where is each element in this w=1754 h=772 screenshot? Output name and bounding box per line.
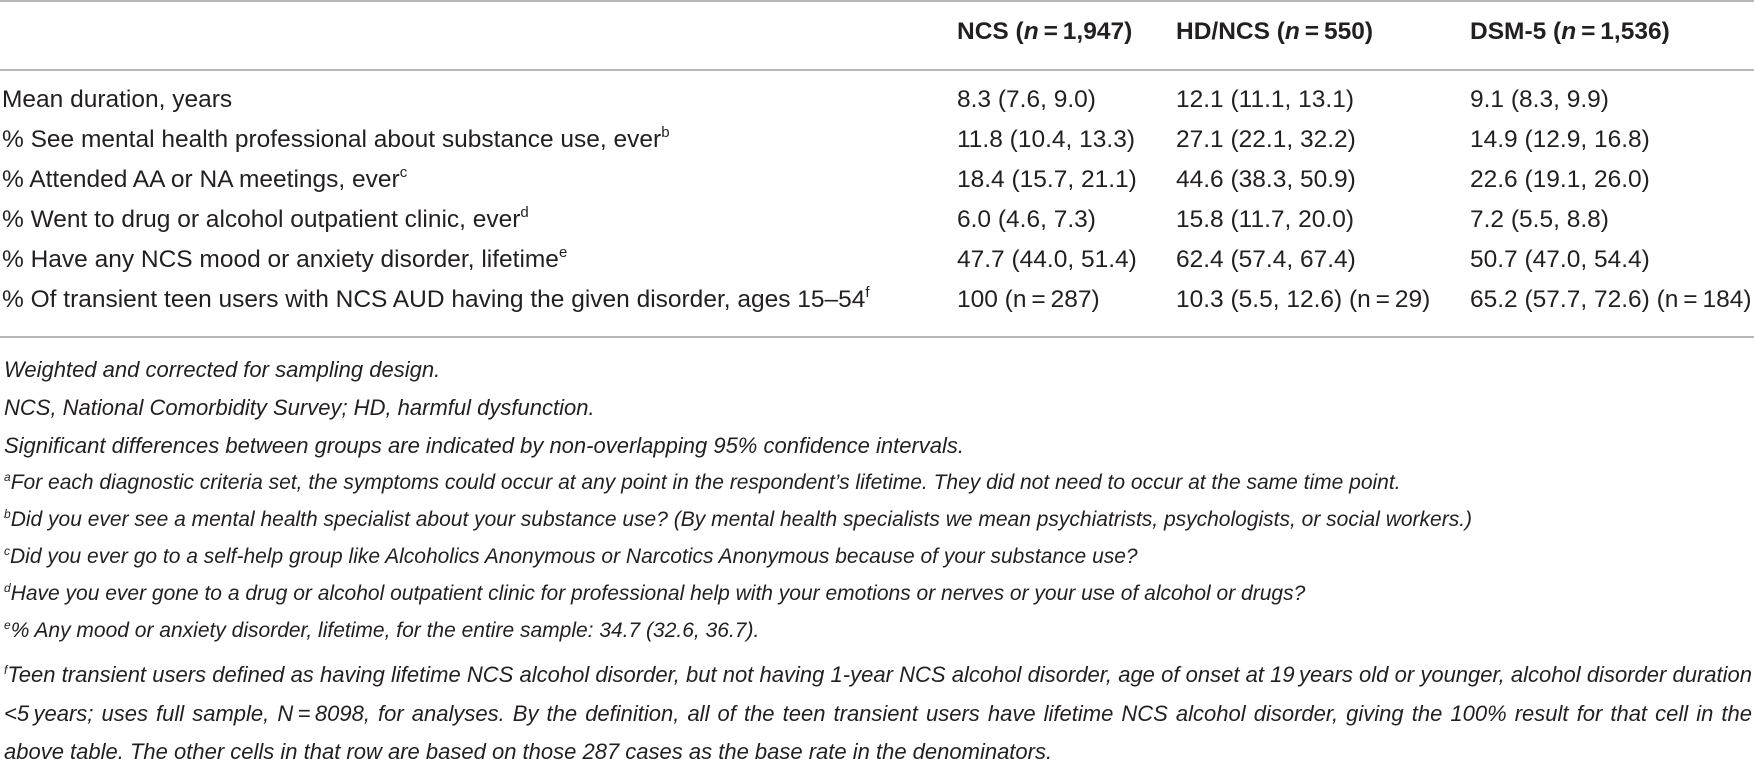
table-row (0, 286, 1754, 326)
cell-hd-ncs: 27.1 (22.1, 32.2) (1176, 126, 1356, 153)
footnote-marker: c (399, 164, 408, 181)
row-label: % Attended AA or NA meetings, ever$^c$ (2, 164, 408, 193)
cell-hd-ncs: 10.3 (5.5, 12.6) (n = 29) (1176, 286, 1431, 313)
column-header-ncs: NCS (n = 1,947) (957, 18, 1133, 45)
cell-ncs: 11.8 (10.4, 13.3) (957, 126, 1135, 153)
cell-ncs: 47.7 (44.0, 51.4) (957, 246, 1137, 273)
cell-dsm5: 50.7 (47.0, 54.4) (1470, 246, 1650, 273)
top-rule (0, 0, 1754, 2)
cell-dsm5: 22.6 (19.1, 26.0) (1470, 166, 1650, 193)
cell-dsm5: 9.1 (8.3, 9.9) (1470, 86, 1609, 113)
column-header-dsm5: DSM-5 (n = 1,536) (1470, 18, 1670, 45)
footnote-b: $^b$Did you ever see a mental health specialist about your substance use? (By mental health specialists we mean psychiatrists, psychologists, or social workers.) (4, 507, 1473, 531)
note-weighted: Weighted and corrected for sampling design. (4, 357, 441, 382)
table-row (0, 206, 1754, 246)
footnote-marker: e (558, 244, 568, 261)
footnote-d: $^d$Have you ever gone to a drug or alcohol outpatient clinic for professional help with your emotions or nerves or your use of alcohol or drugs? (4, 581, 1306, 605)
footnote-c: $^c$Did you ever go to a self-help group like Alcoholics Anonymous or Narcotics Anonymous because of your substance use? (4, 544, 1138, 568)
footnote-marker: d (520, 204, 529, 221)
cell-hd-ncs: 12.1 (11.1, 13.1) (1176, 86, 1354, 113)
note-abbreviations: NCS, National Comorbidity Survey; HD, harmful dysfunction. (4, 395, 595, 420)
row-label: % Have any NCS mood or anxiety disorder, lifetime$^e$ (2, 244, 568, 273)
row-label: % See mental health professional about substance use, ever$^b$ (2, 124, 670, 153)
table-row (0, 166, 1754, 206)
cell-ncs: 6.0 (4.6, 7.3) (957, 206, 1096, 233)
row-label: % Went to drug or alcohol outpatient clinic, ever$^d$ (2, 204, 529, 233)
cell-dsm5: 14.9 (12.9, 16.8) (1470, 126, 1650, 153)
row-label: Mean duration, years (2, 86, 233, 113)
cell-hd-ncs: 15.8 (11.7, 20.0) (1176, 206, 1354, 233)
footnote-marker: b (661, 124, 670, 141)
cell-dsm5: 7.2 (5.5, 8.8) (1470, 206, 1609, 233)
bottom-rule (0, 336, 1754, 338)
footnote-a: $^a$For each diagnostic criteria set, the symptoms could occur at any point in the respondent’s lifetime. They did not need to occur at the same time point. (4, 470, 1401, 494)
footnote-marker: f (865, 284, 870, 301)
note-significance: Significant differences between groups are indicated by non-overlapping 95% confidence intervals. (4, 433, 965, 458)
cell-ncs: 18.4 (15.7, 21.1) (957, 166, 1137, 193)
table-row (0, 86, 1754, 126)
cell-dsm5: 65.2 (57.7, 72.6) (n = 184) (1470, 286, 1752, 313)
cell-hd-ncs: 44.6 (38.3, 50.9) (1176, 166, 1356, 193)
cell-ncs: 8.3 (7.6, 9.0) (957, 86, 1096, 113)
row-label: % Of transient teen users with NCS AUD having the given disorder, ages 15–54$^f$ (2, 284, 870, 313)
column-header-hd-ncs: HD/NCS (n = 550) (1176, 18, 1374, 45)
footnote-e: $^e$% Any mood or anxiety disorder, lifetime, for the entire sample: 34.7 (32.6, 36.7). (4, 618, 760, 642)
header-rule (0, 69, 1754, 71)
cell-hd-ncs: 62.4 (57.4, 67.4) (1176, 246, 1356, 273)
table-row (0, 246, 1754, 286)
table-row (0, 126, 1754, 166)
cell-ncs: 100 (n = 287) (957, 286, 1100, 313)
footnote-f: $^f$Teen transient users defined as having lifetime NCS alcohol disorder, but not having 1-year NCS alcohol disorder, age of onset at 19 years old or younger, alcohol disorder duration <5 years; uses full sample, N = 8098, for analyses. By the definition, all of the teen transient users have lifetime NCS alcohol disorder, giving the 100% result for that cell in the above table. The other cells in that row are based on those 287 cases as the base rate in the denominators. (4, 662, 1752, 764)
